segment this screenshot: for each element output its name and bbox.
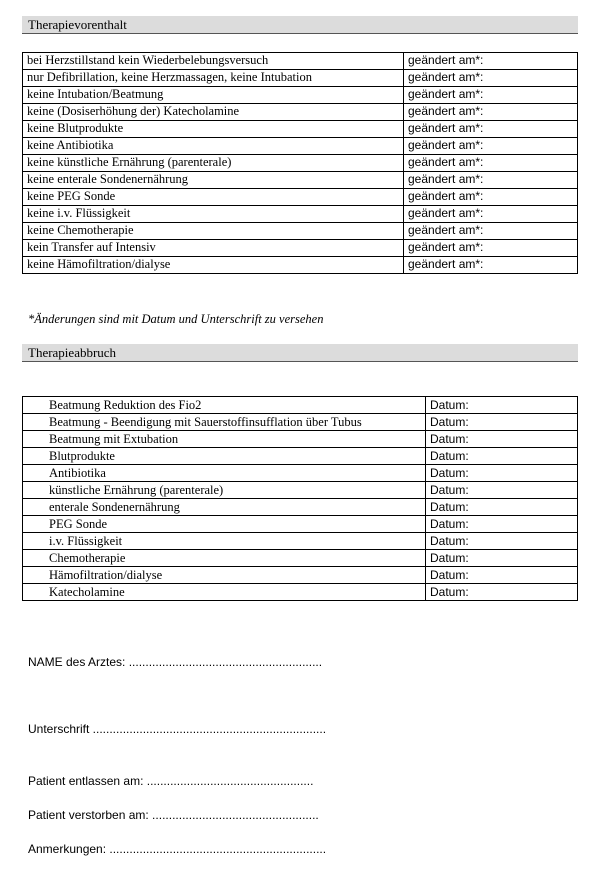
therapievorenthalt-table <box>22 52 578 274</box>
table-row <box>23 87 578 104</box>
row-value[interactable]: geändert am*: <box>404 189 578 206</box>
row-item: bei Herzstillstand kein Wiederbelebungsversuch <box>23 53 404 70</box>
table-row <box>23 516 578 533</box>
table-row <box>23 70 578 87</box>
row-item: kein Transfer auf Intensiv <box>23 240 404 257</box>
table-row <box>23 482 578 499</box>
row-value[interactable]: Datum: <box>426 584 578 601</box>
row-item: künstliche Ernährung (parenterale) <box>23 482 426 499</box>
row-item: keine PEG Sonde <box>23 189 404 206</box>
row-item: keine Hämofiltration/dialyse <box>23 257 404 274</box>
row-value[interactable]: Datum: <box>426 465 578 482</box>
row-value[interactable]: geändert am*: <box>404 104 578 121</box>
row-item: enterale Sondenernährung <box>23 499 426 516</box>
row-value[interactable]: geändert am*: <box>404 155 578 172</box>
table-row <box>23 104 578 121</box>
row-item: Hämofiltration/dialyse <box>23 567 426 584</box>
row-value[interactable]: geändert am*: <box>404 257 578 274</box>
table-row <box>23 584 578 601</box>
table-row <box>23 397 578 414</box>
row-item: Katecholamine <box>23 584 426 601</box>
table-row <box>23 550 578 567</box>
table-row <box>23 533 578 550</box>
therapieabbruch-table <box>22 396 578 601</box>
row-item: keine Blutprodukte <box>23 121 404 138</box>
row-item: i.v. Flüssigkeit <box>23 533 426 550</box>
row-item: keine (Dosiserhöhung der) Katecholamine <box>23 104 404 121</box>
unterschrift-field[interactable]: Unterschrift ...................................................................... <box>28 722 327 736</box>
table-row <box>23 53 578 70</box>
table-row <box>23 431 578 448</box>
table-row <box>23 138 578 155</box>
table-row <box>23 155 578 172</box>
row-value[interactable]: geändert am*: <box>404 206 578 223</box>
table-row <box>23 257 578 274</box>
table-row <box>23 448 578 465</box>
row-item: keine enterale Sondenernährung <box>23 172 404 189</box>
patient-verstorben-field[interactable]: Patient verstorben am: .................................................. <box>28 808 319 822</box>
table-row <box>23 414 578 431</box>
table-row <box>23 567 578 584</box>
table-row <box>23 121 578 138</box>
row-value[interactable]: Datum: <box>426 550 578 567</box>
row-value[interactable]: geändert am*: <box>404 223 578 240</box>
row-item: Antibiotika <box>23 465 426 482</box>
row-value[interactable]: Datum: <box>426 431 578 448</box>
row-value[interactable]: Datum: <box>426 482 578 499</box>
row-item: Beatmung Reduktion des Fio2 <box>23 397 426 414</box>
row-item: PEG Sonde <box>23 516 426 533</box>
section-title: Therapievorenthalt <box>28 17 127 32</box>
row-value[interactable]: Datum: <box>426 448 578 465</box>
section-header-therapievorenthalt <box>22 16 578 34</box>
row-item: keine Antibiotika <box>23 138 404 155</box>
row-value[interactable]: Datum: <box>426 567 578 584</box>
table-row <box>23 206 578 223</box>
row-item: nur Defibrillation, keine Herzmassagen, keine Intubation <box>23 70 404 87</box>
anmerkungen-field[interactable]: Anmerkungen: ................................................................. <box>28 842 327 856</box>
patient-entlassen-field[interactable]: Patient entlassen am: .................................................. <box>28 774 314 788</box>
table-row <box>23 465 578 482</box>
table-row <box>23 223 578 240</box>
row-value[interactable]: Datum: <box>426 414 578 431</box>
row-value[interactable]: Datum: <box>426 499 578 516</box>
row-value[interactable]: geändert am*: <box>404 53 578 70</box>
row-item: keine künstliche Ernährung (parenterale) <box>23 155 404 172</box>
row-value[interactable]: geändert am*: <box>404 240 578 257</box>
row-item: keine Chemotherapie <box>23 223 404 240</box>
row-value[interactable]: geändert am*: <box>404 87 578 104</box>
row-value[interactable]: Datum: <box>426 397 578 414</box>
row-item: keine Intubation/Beatmung <box>23 87 404 104</box>
row-value[interactable]: geändert am*: <box>404 70 578 87</box>
row-item: Beatmung - Beendigung mit Sauerstoffinsufflation über Tubus <box>23 414 426 431</box>
row-value[interactable]: geändert am*: <box>404 172 578 189</box>
section-title: Therapieabbruch <box>28 345 117 360</box>
table-row <box>23 499 578 516</box>
row-item: Blutprodukte <box>23 448 426 465</box>
arzt-name-field[interactable]: NAME des Arztes: .......................................................... <box>28 655 323 669</box>
footnote: *Änderungen sind mit Datum und Unterschrift zu versehen <box>28 312 324 326</box>
row-item: Beatmung mit Extubation <box>23 431 426 448</box>
table-row <box>23 189 578 206</box>
section-header-therapieabbruch <box>22 344 578 362</box>
table-row <box>23 172 578 189</box>
row-value[interactable]: geändert am*: <box>404 138 578 155</box>
row-item: keine i.v. Flüssigkeit <box>23 206 404 223</box>
row-value[interactable]: Datum: <box>426 516 578 533</box>
row-value[interactable]: Datum: <box>426 533 578 550</box>
table-row <box>23 240 578 257</box>
row-value[interactable]: geändert am*: <box>404 121 578 138</box>
row-item: Chemotherapie <box>23 550 426 567</box>
